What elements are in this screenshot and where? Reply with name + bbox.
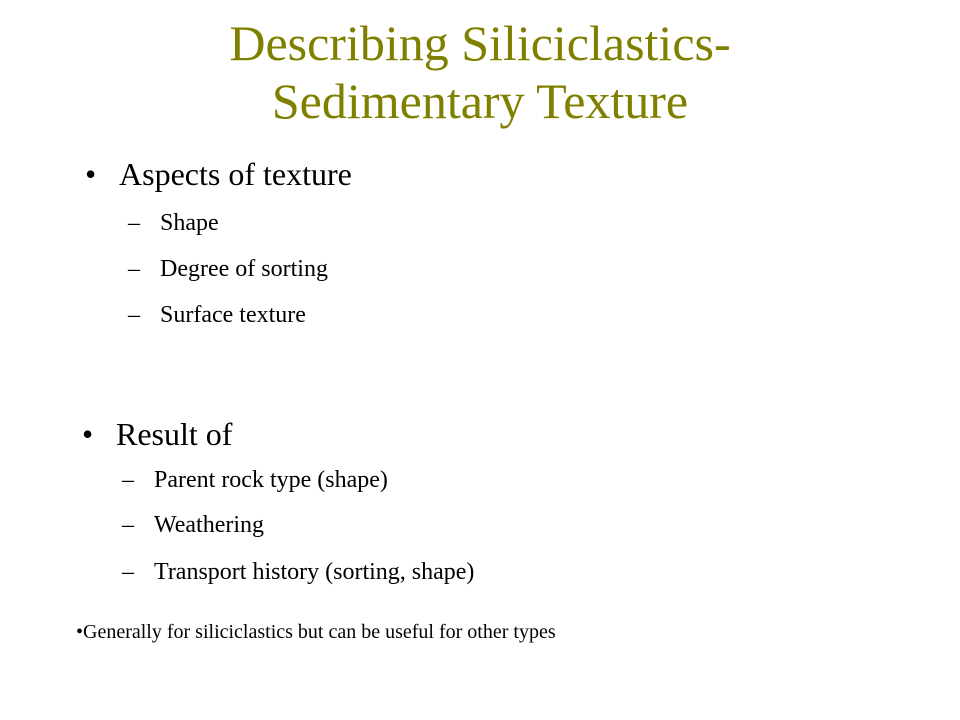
dash-marker: –	[128, 256, 140, 282]
result-sub-item-3	[122, 558, 475, 586]
sub-item-text: Parent rock type (shape)	[154, 467, 388, 493]
footnote: •Generally for siliciclastics but can be useful for other types	[76, 621, 556, 643]
aspects-sub-item-1	[128, 209, 219, 237]
result-section	[82, 416, 233, 452]
bullet-marker: •	[85, 156, 97, 192]
aspects-bullet-text: Aspects of texture	[119, 156, 352, 192]
result-sub-item-2	[122, 511, 265, 539]
result-bullet-text: Result of	[116, 416, 233, 452]
bullet-marker: •	[82, 416, 94, 452]
dash-marker: –	[128, 302, 140, 328]
slide-title-line-1: Describing Siliciclastics-	[229, 15, 731, 71]
sub-item-text: Surface texture	[160, 302, 306, 328]
slide-title-line-2: Sedimentary Texture	[271, 73, 689, 129]
dash-marker: –	[122, 467, 134, 493]
result-bullet	[82, 416, 233, 452]
dash-marker: –	[122, 559, 134, 585]
aspects-bullet	[85, 156, 352, 192]
aspects-sub-item-2	[128, 255, 328, 283]
sub-item-text: Shape	[160, 210, 219, 236]
slide-title	[0, 14, 960, 130]
sub-item-text: Degree of sorting	[160, 256, 328, 282]
aspects-section	[85, 156, 352, 192]
dash-marker: –	[128, 210, 140, 236]
aspects-sub-item-3	[128, 301, 306, 329]
sub-item-text: Transport history (sorting, shape)	[154, 559, 475, 585]
sub-item-text: Weathering	[154, 512, 265, 538]
dash-marker: –	[122, 512, 134, 538]
result-sub-item-1	[122, 466, 388, 494]
